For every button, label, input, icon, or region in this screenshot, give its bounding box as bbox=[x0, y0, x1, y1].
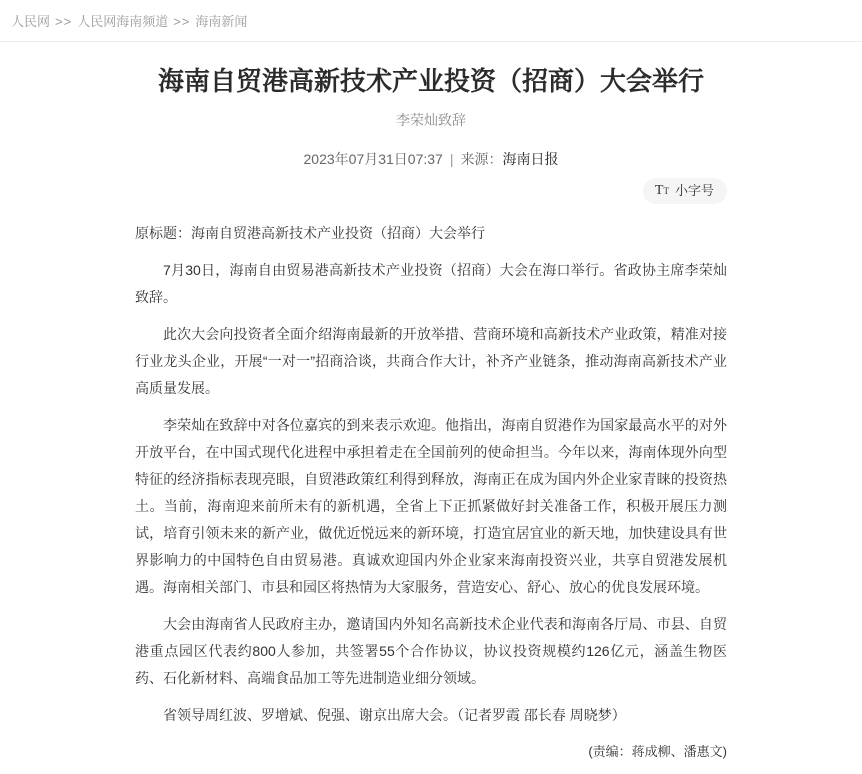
breadcrumb-separator: >> bbox=[55, 14, 73, 29]
breadcrumb bbox=[0, 0, 862, 42]
article-paragraph: 7月30日，海南自由贸易港高新技术产业投资（招商）大会在海口举行。省政协主席李荣灿致辞。 bbox=[135, 262, 727, 306]
meta-divider: | bbox=[449, 151, 454, 168]
article-paragraph: 李荣灿在致辞中对各位嘉宾的到来表示欢迎。他指出，海南自贸港作为国家最高水平的对外开放平台，在中国式现代化进程中承担着走在全国前列的使命担当。今年以来，海南体现外向型特征的经济指标表现亮眼，自贸港政策红利得到释放，海南正在成为国内外企业家青睐的投资热土。当前，海南迎来前所未有的新机遇，全省上下正抓紧做好封关准备工作，积极开展压力测试，培育引领未来的新产业，做优近悦远来的新环境，打造宜居宜业的新天地，加快建设具有世界影响力的中国特色自由贸易港。真诚欢迎国内外企业家来海南投资兴业，共享自贸港发展机遇。海南相关部门、市县和园区将热情为大家服务，营造安心、舒心、放心的优良发展环境。 bbox=[135, 417, 727, 596]
breadcrumb-link-hainan-channel[interactable]: 人民网海南频道 bbox=[77, 14, 169, 29]
publish-time: 2023年07月31日07:37 bbox=[303, 151, 443, 168]
font-size-label: 小字号 bbox=[674, 183, 714, 199]
source-label: 来源： bbox=[460, 151, 503, 168]
article-toolbar bbox=[135, 178, 727, 204]
article-paragraph: 此次大会向投资者全面介绍海南最新的开放举措、营商环境和高新技术产业政策，精准对接行业龙头企业，开展“一对一”招商洽谈，共商合作大计，补齐产业链条，推动海南高新技术产业高质量发展。 bbox=[135, 326, 727, 397]
editors-line: (责编：蒋成柳、潘惠文) bbox=[588, 744, 727, 760]
article-meta bbox=[135, 149, 727, 169]
article-container bbox=[135, 66, 727, 774]
page-title: 海南自贸港高新技术产业投资（招商）大会举行 bbox=[157, 66, 704, 96]
breadcrumb-separator: >> bbox=[173, 14, 191, 29]
article-paragraph: 省领导周红波、罗增斌、倪强、谢京出席大会。（记者罗霞 邵长春 周晓梦） bbox=[163, 707, 626, 724]
article-content bbox=[135, 220, 727, 729]
source-link[interactable]: 海南日报 bbox=[502, 151, 559, 168]
breadcrumb-link-people-net[interactable]: 人民网 bbox=[11, 14, 51, 29]
original-title-line: 原标题：海南自贸港高新技术产业投资（招商）大会举行 bbox=[135, 225, 485, 242]
breadcrumb-link-hainan-news[interactable]: 海南新闻 bbox=[195, 14, 248, 29]
article-paragraph: 大会由海南省人民政府主办，邀请国内外知名高新技术企业代表和海南各厅局、市县、自贸港重点园区代表约800人参加，共签署55个合作协议，协议投资规模约126亿元，涵盖生物医药、石化新材料、高端食品加工等先进制造业细分领域。 bbox=[135, 616, 727, 687]
font-size-button[interactable] bbox=[643, 178, 727, 204]
article-subtitle: 李荣灿致辞 bbox=[396, 112, 466, 129]
font-size-icon: T T bbox=[654, 183, 669, 199]
